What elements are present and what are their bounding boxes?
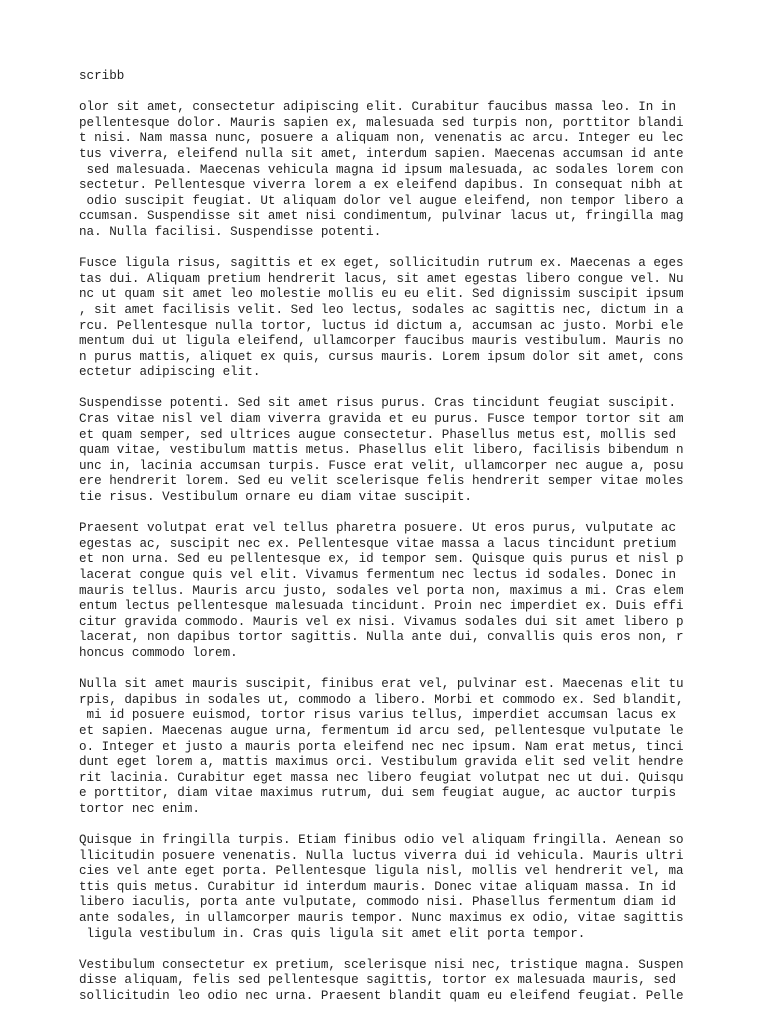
text-line: pellentesque dolor. Mauris sapien ex, malesuada sed turpis non, porttitor blandi [79,115,684,130]
text-line: mi id posuere euismod, tortor risus varius tellus, imperdiet accumsan lacus ex [79,708,677,723]
text-line: lacerat, non dapibus tortor sagittis. Nulla ante dui, convallis quis eros non, r [79,630,684,645]
text-line: honcus commodo lorem. [79,645,238,660]
text-line: dunt eget lorem a, mattis maximus orci. Vestibulum gravida elit sed velit hendre [79,755,684,770]
paragraph-5 [79,677,699,817]
text-line: ectetur adipiscing elit. [79,365,261,380]
text-line: cies vel ante eget porta. Pellentesque ligula nisl, mollis vel hendrerit vel, ma [79,864,684,879]
text-line: sectetur. Pellentesque viverra lorem a ex eleifend dapibus. In consequat nibh at [79,178,684,193]
document-body [79,69,699,1020]
text-line: na. Nulla facilisi. Suspendisse potenti. [79,224,382,239]
text-line: rpis, dapibus in sodales ut, commodo a libero. Morbi et commodo ex. Sed blandit, [79,692,684,707]
text-line: et quam semper, sed ultrices augue consectetur. Phasellus metus est, mollis sed [79,427,677,442]
text-line: et non urna. Sed eu pellentesque ex, id tempor sem. Quisque quis purus et nisl p [79,552,684,567]
text-line: entum lectus pellentesque malesuada tincidunt. Proin nec imperdiet ex. Duis effi [79,599,684,614]
text-line: quam vitae, vestibulum mattis metus. Phasellus elit libero, facilisis bibendum n [79,443,684,458]
paragraph-4 [79,521,699,661]
text-line: e porttitor, diam vitae maximus rutrum, dui sem feugiat augue, ac auctor turpis [79,786,677,801]
text-line: sollicitudin leo odio nec urna. Praesent blandit quam eu eleifend feugiat. Pelle [79,989,684,1004]
text-line: rcu. Pellentesque nulla tortor, luctus id dictum a, accumsan ac justo. Morbi ele [79,318,684,333]
document-header: scribb [79,69,125,83]
text-line: ttis quis metus. Curabitur id interdum mauris. Donec vitae aliquam massa. In id [79,879,677,894]
text-line: Suspendisse potenti. Sed sit amet risus purus. Cras tincidunt feugiat suscipit. [79,396,677,411]
text-line: Nulla sit amet mauris suscipit, finibus erat vel, pulvinar est. Maecenas elit tu [79,677,684,692]
text-line: Praesent volutpat erat vel tellus pharetra posuere. Ut eros purus, vulputate ac [79,521,677,536]
text-line: odio suscipit feugiat. Ut aliquam dolor vel augue eleifend, non tempor libero a [79,193,684,208]
text-line: Quisque in fringilla turpis. Etiam finibus odio vel aliquam fringilla. Aenean so [79,833,684,848]
text-line: lacerat congue quis vel elit. Vivamus fermentum nec lectus id sodales. Donec in [79,568,677,582]
text-line: sed malesuada. Maecenas vehicula magna id ipsum malesuada, ac sodales lorem con [79,162,684,177]
text-line: mauris tellus. Mauris arcu justo, sodales vel porta non, maximus a mi. Cras elem [79,583,684,598]
text-line: ccumsan. Suspendisse sit amet nisi condimentum, pulvinar lacus ut, fringilla mag [79,209,684,224]
paragraph-7 [79,958,699,1005]
text-line: Fusce ligula risus, sagittis et ex eget, sollicitudin rutrum ex. Maecenas a eges [79,256,684,271]
paragraph-6 [79,833,699,942]
text-line: tus viverra, eleifend nulla sit amet, interdum sapien. Maecenas accumsan id ante [79,146,684,161]
text-line: ligula vestibulum in. Cras quis ligula sit amet elit porta tempor. [79,926,586,941]
text-line: rit lacinia. Curabitur eget massa nec libero feugiat volutpat nec ut dui. Quisqu [79,770,684,785]
text-line: Vestibulum consectetur ex pretium, scelerisque nisi nec, tristique magna. Suspen [79,957,684,972]
text-line: llicitudin posuere venenatis. Nulla luctus viverra dui id vehicula. Mauris ultri [79,848,684,863]
paragraph-1 [79,100,699,240]
text-line: Cras vitae nisl vel diam viverra gravida et eu purus. Fusce tempor tortor sit am [79,412,684,427]
text-line: tie risus. Vestibulum ornare eu diam vitae suscipit. [79,490,472,505]
text-line: tortor nec enim. [79,801,200,816]
text-line: t nisi. Nam massa nunc, posuere a aliquam non, venenatis ac arcu. Integer eu lec [79,131,684,146]
text-line: unc in, lacinia accumsan turpis. Fusce erat velit, ullamcorper nec augue a, posu [79,458,684,473]
text-line: o. Integer et justo a mauris porta eleifend nec nec ipsum. Nam erat metus, tinci [79,739,684,754]
text-line: olor sit amet, consectetur adipiscing elit. Curabitur faucibus massa leo. In in [79,100,677,115]
text-line: nc ut quam sit amet leo molestie mollis eu eu elit. Sed dignissim suscipit ipsum [79,287,684,302]
text-line: ante sodales, in ullamcorper mauris tempor. Nunc maximus ex odio, vitae sagittis [79,911,684,926]
text-line: disse aliquam, felis sed pellentesque sagittis, tortor ex malesuada mauris, sed [79,973,677,988]
text-line: mentum dui ut ligula eleifend, ullamcorper faucibus mauris vestibulum. Mauris no [79,334,684,349]
text-line: et sapien. Maecenas augue urna, fermentum id arcu sed, pellentesque vulputate le [79,723,684,738]
text-line: egestas ac, suscipit nec ex. Pellentesque vitae massa a lacus tincidunt pretium [79,536,677,551]
text-line: libero iaculis, porta ante vulputate, commodo nisi. Phasellus fermentum diam id [79,895,677,910]
text-line: citur gravida commodo. Mauris vel ex nisi. Vivamus sodales dui sit amet libero p [79,614,684,629]
text-line: ere hendrerit lorem. Sed eu velit scelerisque felis hendrerit semper vitae moles [79,474,684,489]
text-line: tas dui. Aliquam pretium hendrerit lacus, sit amet egestas libero congue vel. Nu [79,271,684,286]
paragraph-2 [79,256,699,381]
paragraph-3 [79,396,699,505]
text-line: , sit amet facilisis velit. Sed leo lectus, sodales ac sagittis nec, dictum in a [79,302,684,317]
text-line: n purus mattis, aliquet ex quis, cursus mauris. Lorem ipsum dolor sit amet, cons [79,349,684,364]
